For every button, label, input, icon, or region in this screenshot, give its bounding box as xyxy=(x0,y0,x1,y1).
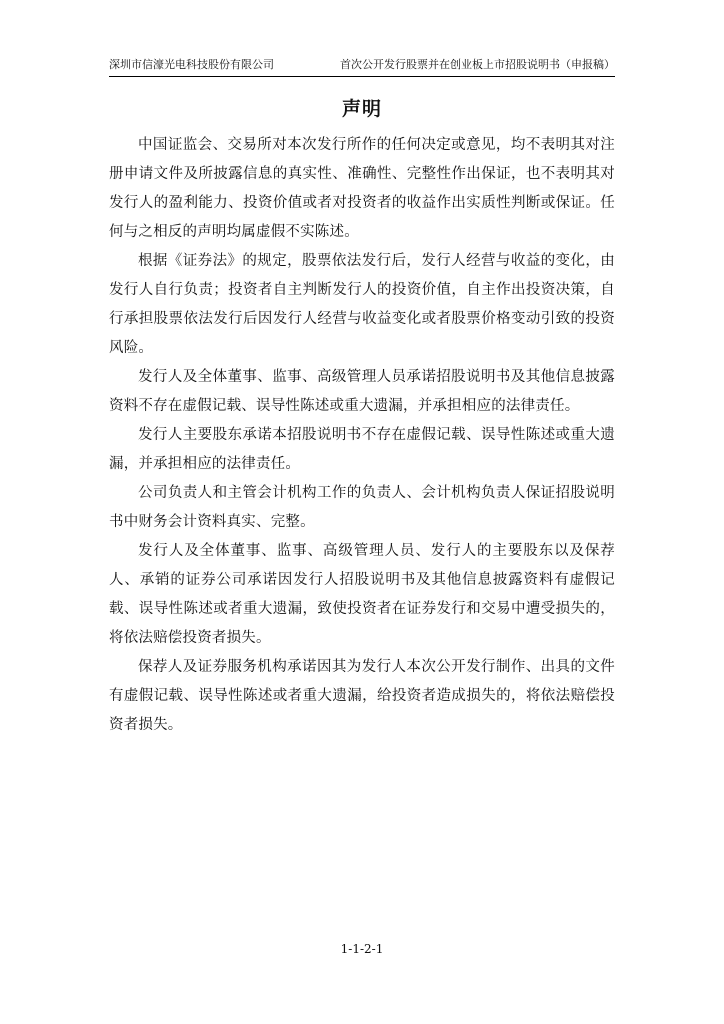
page-number: 1-1-2-1 xyxy=(340,942,384,956)
header-document-title: 首次公开发行股票并在创业板上市招股说明书（申报稿） xyxy=(340,58,615,71)
paragraph-financial-guarantee: 公司负责人和主管会计机构工作的负责人、会计机构负责人保证招股说明书中财务会计资料真实、完整。 xyxy=(109,485,615,530)
declaration-body xyxy=(109,131,615,740)
header-company-name: 深圳市信濠光电科技股份有限公司 xyxy=(109,58,274,71)
paragraph-securities-law: 根据《证券法》的规定，股票依法发行后，发行人经营与收益的变化，由发行人自行负责；投资者自主判断发行人的投资价值，自主作出投资决策，自行承担股票依法发行后因发行人经营与收益变化或者股票价格变动引致的投资风险。 xyxy=(109,253,615,356)
paragraph-compensation-commitment: 发行人及全体董事、监事、高级管理人员、发行人的主要股东以及保荐人、承销的证券公司承诺因发行人招股说明书及其他信息披露资料有虚假记载、误导性陈述或者重大遗漏，致使投资者在证券发行和交易中遭受损失的，将依法赔偿投资者损失。 xyxy=(109,543,615,646)
paragraph-shareholder-commitment: 发行人主要股东承诺本招股说明书不存在虚假记载、误导性陈述或重大遗漏，并承担相应的法律责任。 xyxy=(109,427,615,472)
paragraph-csrc-disclaimer: 中国证监会、交易所对本次发行所作的任何决定或意见，均不表明其对注册申请文件及所披露信息的真实性、准确性、完整性作出保证，也不表明其对发行人的盈利能力、投资价值或者对投资者的收益作出实质性判断或保证。任何与之相反的声明均属虚假不实陈述。 xyxy=(109,137,615,240)
page-title: 声明 xyxy=(341,98,382,120)
paragraph-sponsor-commitment: 保荐人及证券服务机构承诺因其为发行人本次公开发行制作、出具的文件有虚假记载、误导性陈述或者重大遗漏，给投资者造成损失的，将依法赔偿投资者损失。 xyxy=(109,659,615,733)
page-header xyxy=(109,58,615,77)
paragraph-directors-commitment: 发行人及全体董事、监事、高级管理人员承诺招股说明书及其他信息披露资料不存在虚假记载、误导性陈述或重大遗漏，并承担相应的法律责任。 xyxy=(109,369,615,414)
